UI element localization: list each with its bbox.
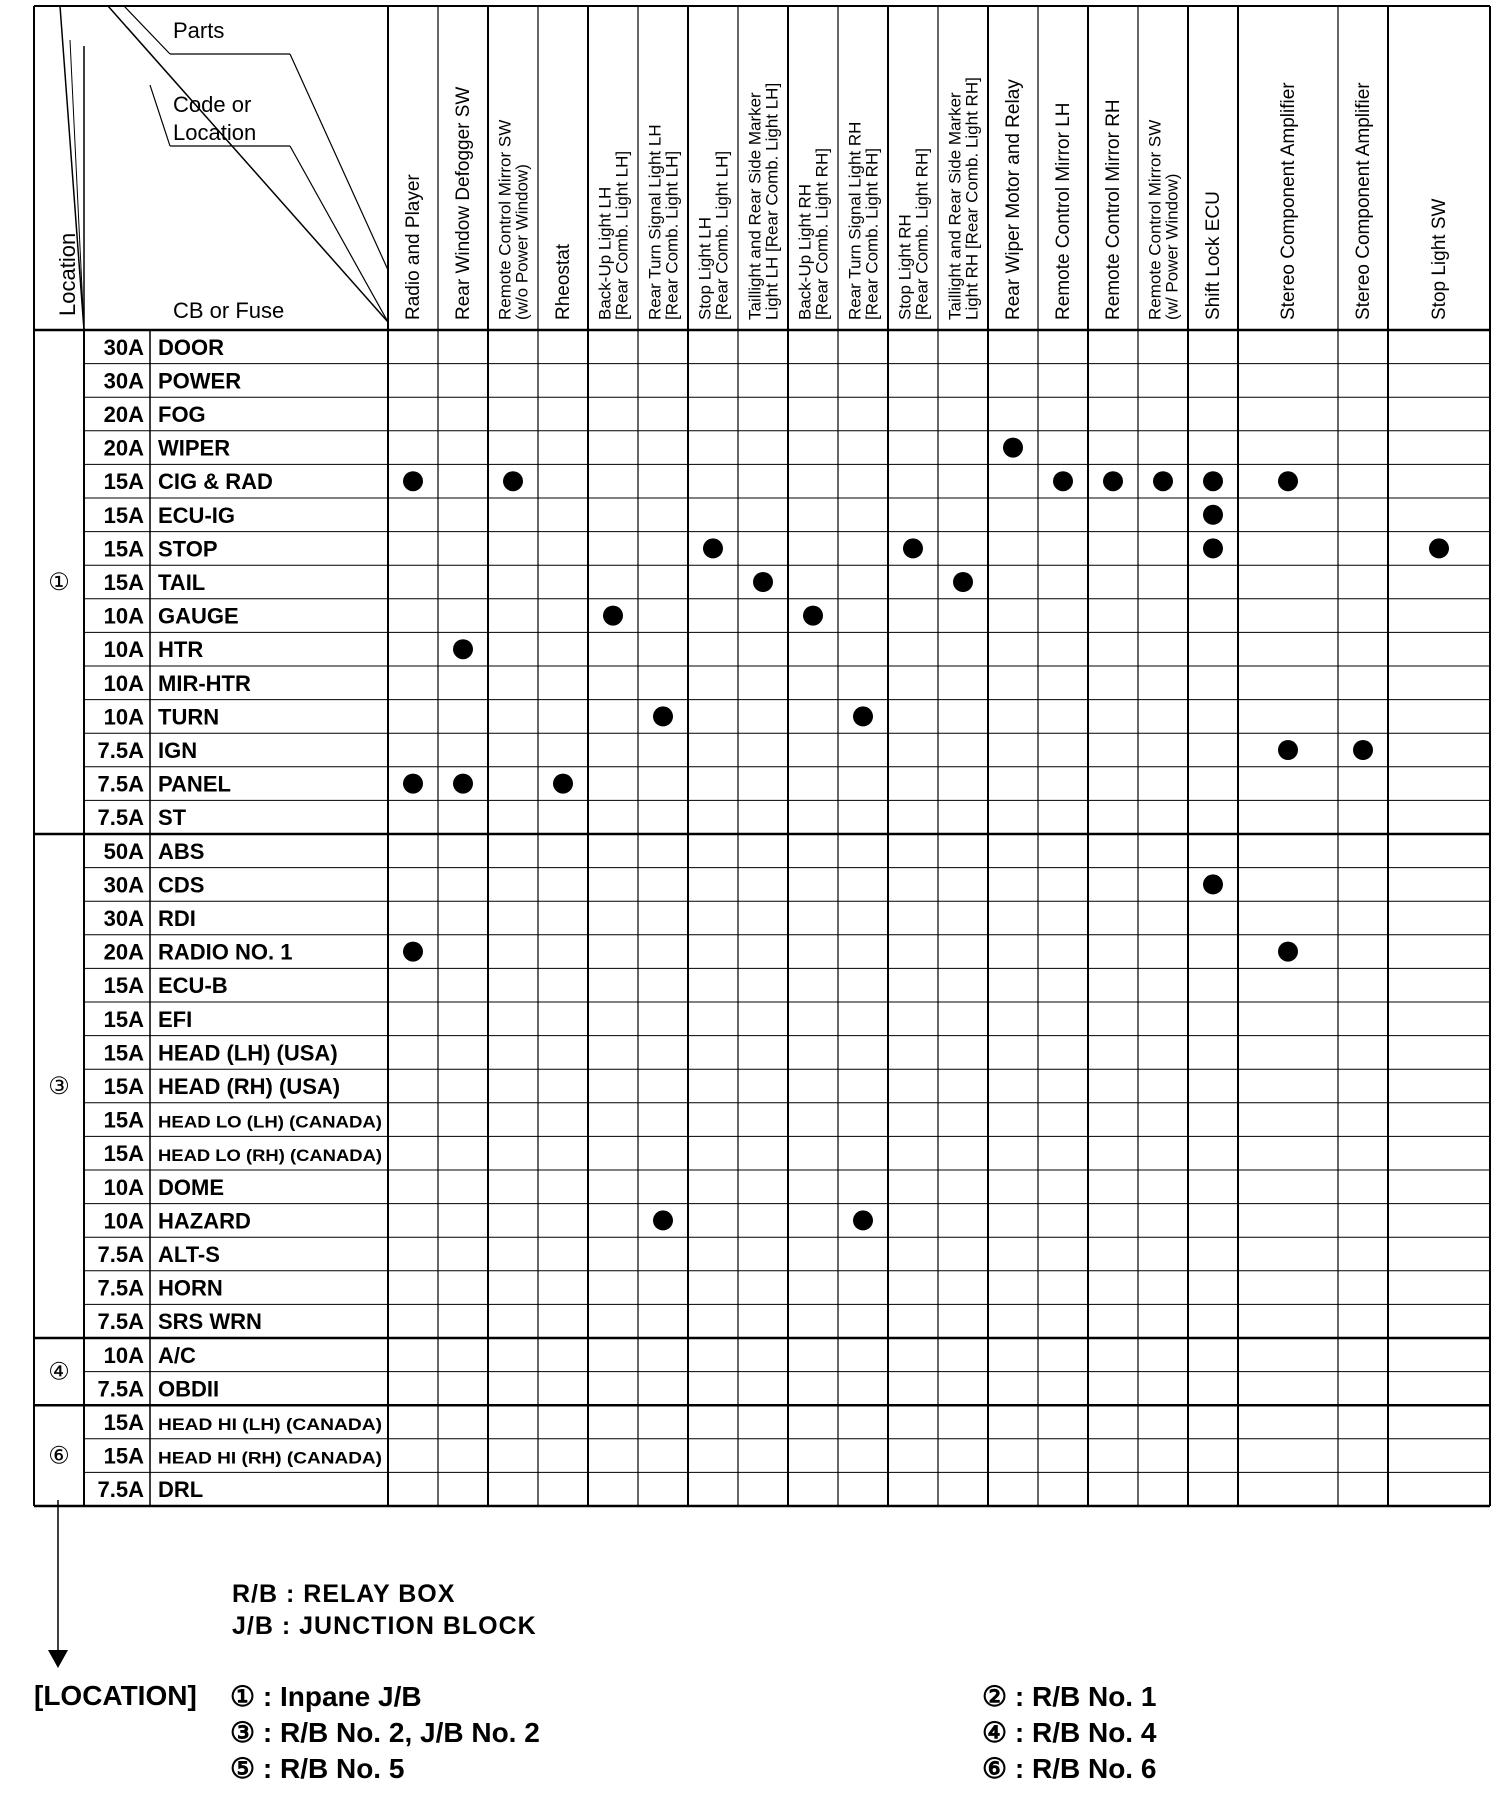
fuse-amperage: 50A <box>103 838 144 864</box>
fuse-amperage: 30A <box>103 872 144 898</box>
location-arrow <box>48 1500 68 1668</box>
fuse-amperage: 20A <box>103 435 144 461</box>
fuse-amperage: 7.5A <box>97 771 144 797</box>
fuse-amperage: 10A <box>103 704 144 730</box>
connection-dot <box>403 774 423 794</box>
fuse-name: HEAD HI (RH) (CANADA) <box>158 1448 382 1468</box>
location-marker: ③ <box>48 1073 70 1100</box>
fuse-name: PANEL <box>158 771 231 797</box>
fuse-amperage: 10A <box>103 1208 144 1234</box>
legend-relay-box: R/B : RELAY BOX <box>232 1580 456 1608</box>
connection-dot <box>703 538 723 558</box>
fuse-axis-label: CB or Fuse <box>173 298 285 323</box>
fuse-name: MIR-HTR <box>158 670 251 696</box>
connection-dot <box>803 606 823 626</box>
column-header-13: Rear Wiper Motor and Relay <box>1003 79 1024 320</box>
column-header-9: Back-Up Light RH <box>795 183 815 320</box>
code-label-line2: Location <box>173 120 257 145</box>
fuse-name: HORN <box>158 1275 223 1301</box>
connection-dot <box>1003 438 1023 458</box>
connection-dot <box>403 942 423 962</box>
connection-dot <box>1429 538 1449 558</box>
column-header-2: Rear Window Defogger SW <box>453 86 474 320</box>
fuse-name: ECU-IG <box>158 502 235 528</box>
connection-dot <box>1278 942 1298 962</box>
column-header-9: [Rear Comb. Light RH] <box>812 148 832 320</box>
fuse-name: STOP <box>158 536 218 562</box>
fuse-amperage: 15A <box>103 469 144 495</box>
fuse-amperage: 30A <box>103 368 144 394</box>
location-legend-item: ⑥ : R/B No. 6 <box>982 1753 1157 1784</box>
fuse-name: DOOR <box>158 334 224 360</box>
column-header-8: Taillight and Rear Side Marker <box>745 92 765 320</box>
fuse-name: RADIO NO. 1 <box>158 939 293 965</box>
connection-dot <box>1278 740 1298 760</box>
location-markers <box>48 569 70 1470</box>
fuse-amperage: 15A <box>103 1443 144 1469</box>
location-legend-item: ⑤ : R/B No. 5 <box>230 1753 405 1784</box>
fuse-name: GAUGE <box>158 603 239 629</box>
connection-dot <box>1103 471 1123 491</box>
parts-label: Parts <box>173 18 225 43</box>
fuse-name: A/C <box>158 1342 196 1368</box>
connection-dot <box>653 706 673 726</box>
fuse-amperage: 7.5A <box>97 1275 144 1301</box>
fuse-name: HEAD (LH) (USA) <box>158 1040 338 1066</box>
fuse-name: TURN <box>158 704 220 730</box>
fuse-amperage: 15A <box>103 973 144 999</box>
fuse-amperage: 30A <box>103 906 144 931</box>
column-header-19: Stereo Component Amplifier <box>1353 82 1374 320</box>
column-headers <box>403 77 1450 320</box>
connection-dot <box>1203 874 1223 894</box>
column-header-6: [Rear Comb. Light LH] <box>662 150 682 320</box>
connection-dot <box>903 538 923 558</box>
fuse-name: IGN <box>158 738 198 763</box>
location-marker: ⑥ <box>48 1442 70 1470</box>
code-label-line1: Code or <box>173 92 252 117</box>
fuse-name: HEAD HI (LH) (CANADA) <box>158 1415 382 1434</box>
connection-dot <box>453 639 473 659</box>
fuse-amperage: 10A <box>103 1174 144 1200</box>
connection-dot <box>453 774 473 794</box>
location-legend-title: [LOCATION] <box>34 1680 197 1711</box>
fuse-amperage: 15A <box>103 1141 144 1167</box>
connection-dot <box>653 1210 673 1230</box>
fuse-amperage: 15A <box>103 536 144 562</box>
column-header-20: Stop Light SW <box>1429 198 1450 320</box>
fuse-name: DRL <box>158 1477 204 1503</box>
column-header-7: [Rear Comb. Light LH] <box>712 150 732 320</box>
fuse-name: HEAD LO (LH) (CANADA) <box>158 1112 382 1132</box>
fuse-amperage: 20A <box>103 402 144 427</box>
column-header-16: (w/ Power Window) <box>1162 173 1182 320</box>
fuse-rows <box>98 335 382 1502</box>
fuse-name: HEAD (RH) (USA) <box>158 1074 341 1099</box>
fuse-name: ALT-S <box>158 1242 220 1267</box>
fuse-name: DOME <box>158 1174 224 1200</box>
column-header-8: Light LH [Rear Comb. Light LH] <box>762 82 782 320</box>
fuse-amperage: 7.5A <box>97 1242 144 1267</box>
connection-dot <box>553 774 573 794</box>
legend-junction-block: J/B : JUNCTION BLOCK <box>232 1612 537 1640</box>
column-header-14: Remote Control Mirror LH <box>1053 102 1074 320</box>
connection-dot <box>1153 471 1173 491</box>
fuse-amperage: 15A <box>103 570 144 595</box>
fuse-name: ECU-B <box>158 973 228 999</box>
column-header-4: Rheostat <box>553 243 574 320</box>
location-legend-item: ① : Inpane J/B <box>230 1681 422 1712</box>
location-marker: ④ <box>48 1358 70 1386</box>
column-header-10: [Rear Comb. Light RH] <box>862 148 882 320</box>
connection-dot <box>1203 538 1223 558</box>
fuse-name: FOG <box>158 402 206 427</box>
connection-dot <box>603 606 623 626</box>
fuse-amperage: 10A <box>103 1342 144 1368</box>
fuse-amperage: 30A <box>103 334 144 360</box>
location-legend-item: ④ : R/B No. 4 <box>982 1717 1157 1748</box>
column-header-15: Remote Control Mirror RH <box>1103 99 1124 320</box>
column-header-6: Rear Turn Signal Light LH <box>645 124 665 320</box>
connection-dot <box>1053 471 1073 491</box>
fuse-amperage: 20A <box>103 939 144 965</box>
fuse-amperage: 7.5A <box>97 1376 144 1402</box>
fuse-name: CDS <box>158 872 205 898</box>
column-header-3: (w/o Power Window) <box>512 164 532 320</box>
location-axis-label: Location <box>55 232 80 316</box>
column-header-5: Back-Up Light LH <box>595 186 615 320</box>
fuse-amperage: 15A <box>103 1006 144 1032</box>
fuse-name: ABS <box>158 838 205 864</box>
fuse-name: HTR <box>158 637 204 663</box>
fuse-amperage: 15A <box>103 1040 144 1066</box>
fuse-name: OBDII <box>158 1376 220 1402</box>
column-header-1: Radio and Player <box>403 174 424 320</box>
connection-dot <box>853 706 873 726</box>
fuse-amperage: 10A <box>103 603 144 629</box>
column-header-17: Shift Lock ECU <box>1203 191 1224 320</box>
fuse-name: POWER <box>158 368 242 394</box>
location-legend-item: ② : R/B No. 1 <box>982 1681 1157 1712</box>
connection-dot <box>503 471 523 491</box>
fuse-amperage: 7.5A <box>97 1477 144 1503</box>
fuse-name: HAZARD <box>158 1208 251 1234</box>
fuse-name: RDI <box>158 906 196 931</box>
column-header-5: [Rear Comb. Light LH] <box>612 150 632 320</box>
column-header-11: [Rear Comb. Light RH] <box>912 148 932 320</box>
fuse-name: ST <box>158 805 187 831</box>
fuse-name: TAIL <box>158 570 206 595</box>
connection-dot <box>953 572 973 592</box>
column-header-10: Rear Turn Signal Light RH <box>845 121 865 320</box>
fuse-amperage: 7.5A <box>97 805 144 831</box>
column-header-12: Taillight and Rear Side Marker <box>945 92 965 320</box>
fuse-name: HEAD LO (RH) (CANADA) <box>158 1146 382 1166</box>
fuse-amperage: 15A <box>103 1074 144 1099</box>
connection-dot <box>1353 740 1373 760</box>
fuse-amperage: 10A <box>103 637 144 663</box>
fuse-name: CIG & RAD <box>158 469 273 495</box>
connection-dot <box>403 471 423 491</box>
fuse-name: EFI <box>158 1006 193 1032</box>
connection-dot <box>1278 471 1298 491</box>
connection-dot <box>1203 471 1223 491</box>
fuse-amperage: 15A <box>103 502 144 528</box>
fuse-amperage: 7.5A <box>97 1309 144 1335</box>
fuse-amperage: 10A <box>103 670 144 696</box>
fuse-amperage: 15A <box>103 1107 144 1133</box>
column-header-11: Stop Light RH <box>895 214 915 320</box>
fuse-amperage: 15A <box>103 1410 144 1435</box>
fuse-name: SRS WRN <box>158 1309 262 1335</box>
fuse-name: WIPER <box>158 435 231 461</box>
column-header-7: Stop Light LH <box>695 216 715 320</box>
column-header-3: Remote Control Mirror SW <box>495 119 515 320</box>
fuse-amperage: 7.5A <box>97 738 144 763</box>
column-header-16: Remote Control Mirror SW <box>1145 119 1165 320</box>
location-marker: ① <box>48 569 70 596</box>
connection-dot <box>853 1210 873 1230</box>
header-diagonal-lines <box>60 6 388 330</box>
location-legend-item: ③ : R/B No. 2, J/B No. 2 <box>230 1717 540 1748</box>
connection-dot <box>1203 505 1223 525</box>
connection-dot <box>753 572 773 592</box>
column-header-12: Light RH [Rear Comb. Light RH] <box>962 77 982 320</box>
column-header-18: Stereo Component Amplifier <box>1278 82 1299 320</box>
